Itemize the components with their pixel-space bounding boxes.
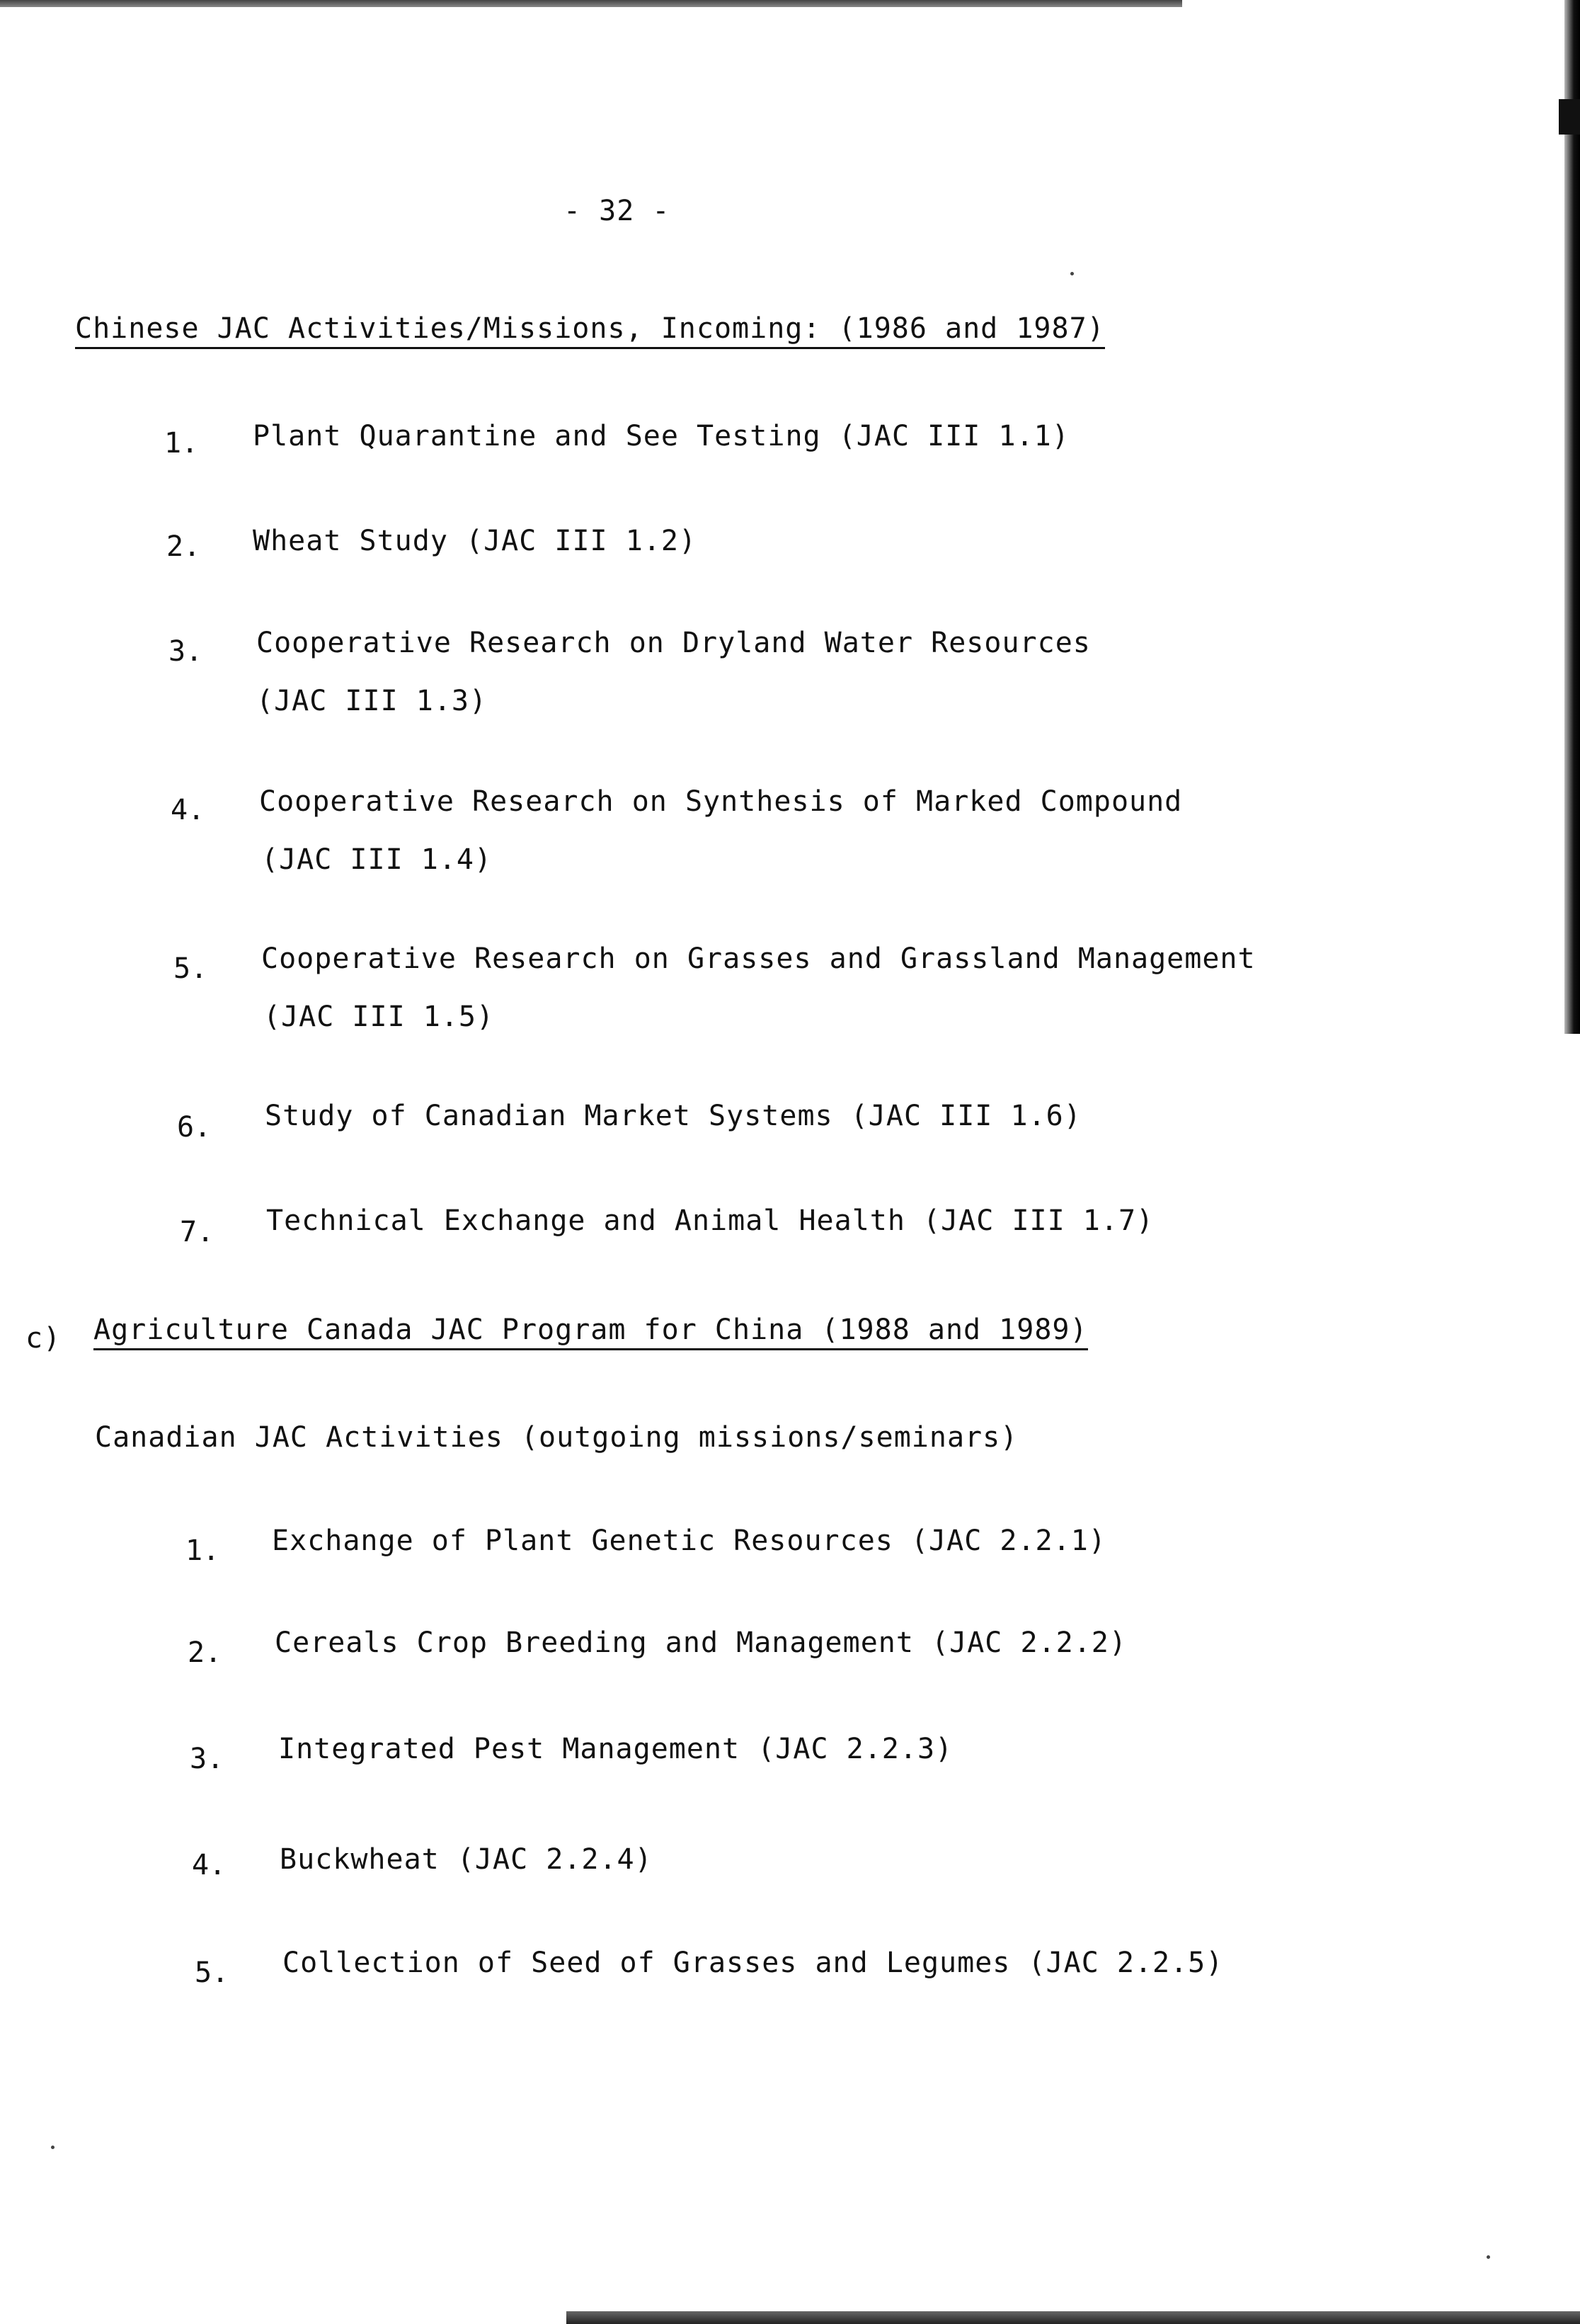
item-number: 5.	[173, 952, 208, 985]
section-heading: Agriculture Canada JAC Program for China (1988 and 1989)	[93, 1313, 1088, 1350]
section-heading: Chinese JAC Activities/Missions, Incoming: (1986 and 1987)	[75, 312, 1105, 349]
scan-right-mark	[1559, 99, 1580, 135]
item-text: Cooperative Research on Synthesis of Marked Compound	[259, 785, 1183, 818]
item-number: 5.	[195, 1956, 229, 1989]
item-number: 4.	[171, 794, 205, 826]
item-text: Buckwheat (JAC 2.2.4)	[280, 1843, 653, 1876]
item-number: 1.	[185, 1534, 220, 1567]
item-number: 4.	[192, 1849, 227, 1881]
section-subheading: Canadian JAC Activities (outgoing missions/seminars)	[95, 1421, 1019, 1454]
item-text: Study of Canadian Market Systems (JAC III 1.6)	[265, 1100, 1082, 1132]
item-text: Wheat Study (JAC III 1.2)	[253, 525, 697, 557]
item-text: Cooperative Research on Grasses and Grassland Management	[261, 942, 1256, 975]
item-number: 7.	[180, 1216, 214, 1248]
item-number: 3.	[190, 1743, 224, 1775]
item-text-continued: (JAC III 1.5)	[263, 1001, 495, 1033]
scan-speck	[1487, 2255, 1490, 2259]
item-text: Plant Quarantine and See Testing (JAC III 1.1)	[253, 420, 1070, 452]
scan-speck	[51, 2146, 55, 2149]
scan-top-edge	[0, 0, 1182, 7]
page-number: - 32 -	[563, 195, 670, 227]
item-text: Integrated Pest Management (JAC 2.2.3)	[278, 1733, 954, 1765]
scan-right-edge	[1564, 0, 1580, 1034]
scan-speck	[1070, 272, 1074, 275]
item-number: 2.	[166, 530, 201, 563]
item-number: 1.	[164, 427, 199, 460]
item-number: 6.	[177, 1111, 212, 1144]
item-number: 2.	[188, 1636, 222, 1669]
item-text: Cooperative Research on Dryland Water Resources	[256, 627, 1091, 659]
item-text: Exchange of Plant Genetic Resources (JAC 2.2.1)	[272, 1525, 1106, 1557]
item-text: Cereals Crop Breeding and Management (JAC 2.2.2)	[275, 1627, 1127, 1659]
scan-bottom-edge	[566, 2311, 1580, 2324]
item-text-continued: (JAC III 1.3)	[256, 685, 488, 717]
section-marker: c)	[25, 1322, 62, 1355]
item-text: Technical Exchange and Animal Health (JAC III 1.7)	[266, 1204, 1155, 1237]
item-text: Collection of Seed of Grasses and Legumes (JAC 2.2.5)	[282, 1947, 1224, 1979]
item-text-continued: (JAC III 1.4)	[261, 843, 493, 876]
item-number: 3.	[168, 635, 203, 668]
